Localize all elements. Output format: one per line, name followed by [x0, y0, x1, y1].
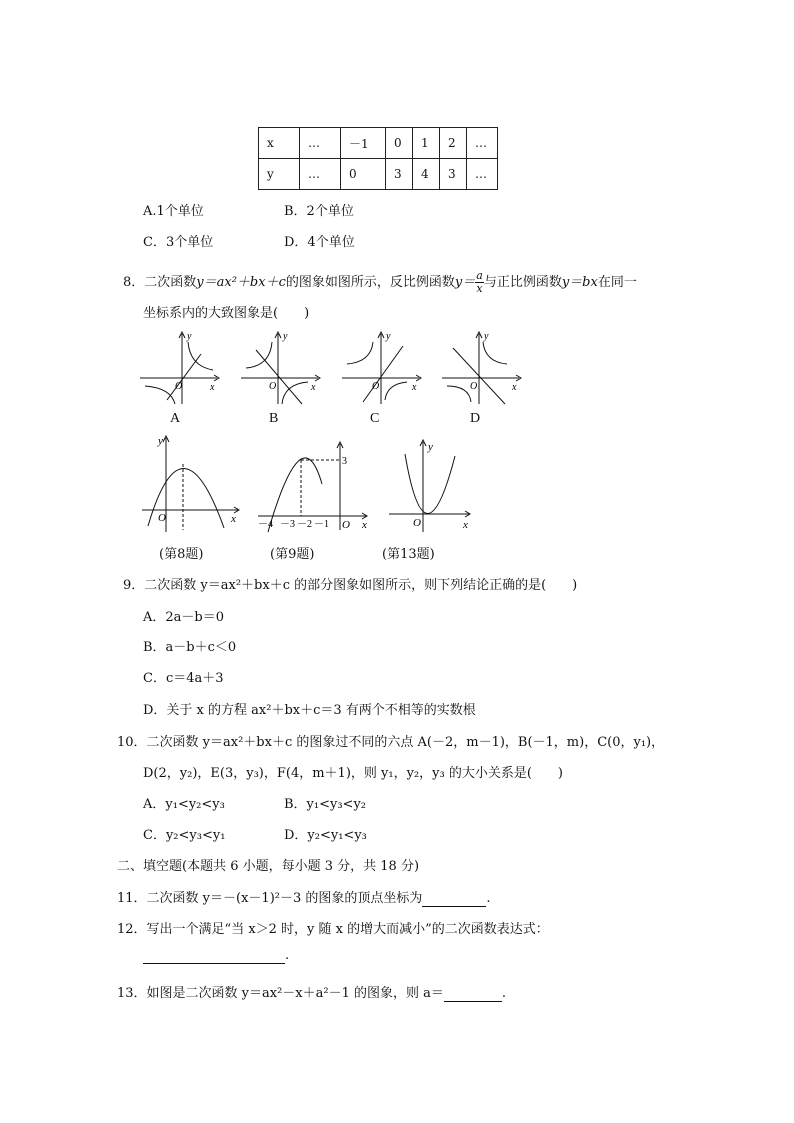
axis-x-label: x — [210, 382, 215, 393]
q7-option-d: D．4个单位 — [284, 235, 355, 250]
option-d-graph — [437, 328, 527, 406]
q9-tick-label: －2 — [297, 519, 312, 530]
figure-q8 — [138, 432, 246, 536]
q8-frac-lhs: y＝ — [454, 275, 476, 290]
q11-text: 11．二次函数 y＝－(x－1)²－3 的图象的顶点坐标为 — [117, 891, 423, 906]
q10-stem-line2: D(2，y₂)，E(3，y₃)，F(4，m＋1)，则 y₁，y₂，y₃ 的大小关系是( ) — [143, 766, 563, 781]
xy-value-table — [258, 127, 498, 190]
q10-option-a: A．y₁<y₂<y₃ — [143, 797, 225, 812]
table-cell: 3 — [440, 159, 467, 190]
origin-label: O — [413, 517, 421, 529]
q8-text: 在同一 — [597, 275, 637, 290]
table-cell: 3 — [386, 159, 413, 190]
axis-x-label: x — [311, 382, 316, 393]
q10-option-d: D．y₂<y₁<y₃ — [284, 828, 367, 843]
axis-y-label: y — [428, 441, 433, 453]
axis-x-label: x — [463, 519, 468, 531]
answer-blank — [143, 948, 285, 964]
q10-stem-line1: 10．二次函数 y＝ax²＋bx＋c 的图象过不同的六点 A(－2，m－1)，B(－1，m)，C(0，y₁)， — [117, 735, 665, 750]
option-c-label: C — [370, 411, 380, 426]
axis-y-label: y — [283, 331, 288, 342]
q8-stem-line2: 坐标系内的大致图象是( ) — [143, 306, 310, 321]
q9-option-a: A．2a－b＝0 — [143, 610, 225, 625]
option-a-graph — [135, 328, 225, 406]
table-row — [259, 159, 498, 190]
fraction — [475, 270, 484, 295]
q11-end: . — [486, 891, 491, 906]
option-a-label: A — [170, 411, 181, 426]
caption-q13: (第13题) — [382, 547, 435, 562]
q10-option-b: B．y₁<y₃<y₂ — [284, 797, 367, 812]
origin-label: O — [269, 381, 277, 392]
table-cell: … — [300, 128, 341, 159]
table-row — [259, 128, 498, 159]
table-cell: 4 — [413, 159, 440, 190]
q13-end: . — [501, 986, 507, 1001]
answer-blank — [422, 891, 486, 907]
q9-tick-label: －1 — [314, 519, 329, 530]
q8-stem-line1 — [123, 270, 637, 295]
option-b-graph — [236, 328, 326, 406]
origin-label: O — [158, 512, 166, 524]
axis-x-label: x — [231, 513, 236, 525]
table-cell: y — [259, 159, 300, 190]
table-cell: x — [259, 128, 300, 159]
origin-label: O — [372, 381, 380, 392]
q13-text: 13．如图是二次函数 y＝ax²－x＋a²－1 的图象，则 a＝ — [117, 986, 444, 1001]
axis-x-label: x — [412, 382, 417, 393]
q9-tick-label: －3 — [280, 519, 295, 530]
axis-y-label: y — [484, 331, 489, 342]
figure-q9 — [254, 440, 374, 534]
q7-option-b: B．2个单位 — [284, 204, 354, 219]
q12-answer-line — [143, 948, 289, 964]
table-cell: 0 — [386, 128, 413, 159]
q13 — [117, 982, 506, 1002]
q8-number: 8． — [123, 275, 145, 290]
q9-option-b: B．a－b＋c＜0 — [143, 640, 237, 655]
origin-label: O — [470, 381, 478, 392]
q8-text: 与正比例函数 — [483, 275, 562, 290]
figure-q13 — [385, 436, 477, 534]
q8-equation: y＝bx — [561, 275, 598, 290]
origin-label: O — [342, 519, 350, 531]
axis-y-label: y — [386, 331, 391, 342]
table-cell: … — [300, 159, 341, 190]
q11 — [117, 887, 491, 907]
axis-x-label: x — [512, 382, 517, 393]
caption-q9: (第9题) — [270, 547, 315, 562]
q9-option-d: D．关于 x 的方程 ax²＋bx＋c＝3 有两个不相等的实数根 — [143, 703, 476, 718]
q12-end: . — [285, 948, 290, 963]
caption-q8: (第8题) — [159, 547, 204, 562]
q9-value-label: 3 — [342, 456, 347, 467]
table-cell: －1 — [341, 128, 386, 159]
table-cell: … — [467, 128, 498, 159]
section-heading: 二、填空题(本题共 6 小题，每小题 3 分，共 18 分) — [117, 859, 420, 874]
table-cell: 0 — [341, 159, 386, 190]
table-cell: … — [467, 159, 498, 190]
answer-blank — [444, 986, 502, 1002]
fraction-numerator: a — [476, 269, 483, 282]
origin-label: O — [175, 381, 183, 392]
q10-option-c: C．y₂<y₃<y₁ — [143, 828, 226, 843]
q9-option-c: C．c＝4a＋3 — [143, 671, 224, 686]
q8-text: 的图象如图所示，反比例函数 — [285, 275, 455, 290]
fraction-denominator: x — [476, 282, 483, 295]
q7-option-a: A.1个单位 — [143, 204, 204, 219]
q8-text: 二次函数 — [144, 275, 197, 290]
option-b-label: B — [269, 411, 279, 426]
q9-tick-label: －4 — [258, 519, 273, 530]
option-c-graph — [337, 328, 427, 406]
table-cell: 2 — [440, 128, 467, 159]
option-d-label: D — [470, 411, 481, 426]
q7-option-c: C．3个单位 — [143, 235, 214, 250]
axis-y-label: y — [187, 331, 192, 342]
q8-equation: y＝ax²＋bx＋c — [196, 275, 286, 290]
table-cell: 1 — [413, 128, 440, 159]
q12: 12．写出一个满足“当 x＞2 时，y 随 x 的增大而减小”的二次函数表达式： — [117, 922, 549, 937]
axis-y-label: y — [158, 435, 163, 447]
q9-stem: 9．二次函数 y＝ax²＋bx＋c 的部分图象如图所示，则下列结论正确的是( ) — [123, 578, 578, 593]
axis-x-label: x — [362, 519, 367, 531]
